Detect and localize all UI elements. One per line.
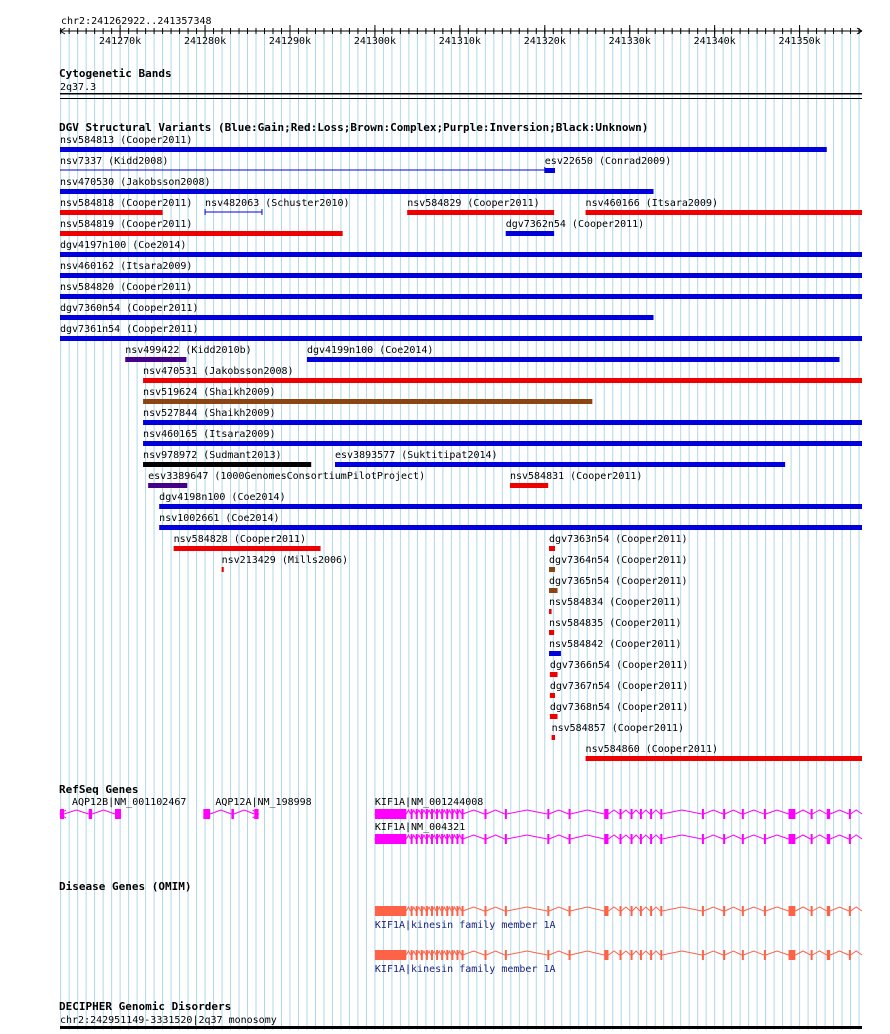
gene-exon[interactable]: [484, 950, 486, 960]
gene-exon[interactable]: [411, 950, 413, 960]
dgv-variant-label[interactable]: nsv584831 (Cooper2011): [509, 471, 643, 482]
gene-exon[interactable]: [446, 809, 448, 819]
dgv-variant-label[interactable]: nsv460165 (Itsara2009): [143, 429, 276, 440]
dgv-variant-label[interactable]: nsv499422 (Kidd2010b): [125, 345, 252, 356]
gene-exon[interactable]: [203, 809, 210, 819]
ruler-tick-label: 241320k: [523, 36, 566, 47]
gene-label[interactable]: KIF1A|NM_001244008: [374, 797, 484, 808]
dgv-variant-label[interactable]: nsv978972 (Sudmant2013): [143, 450, 282, 461]
gene-exon[interactable]: [742, 906, 744, 916]
gene-exon[interactable]: [416, 906, 418, 916]
gene-exon[interactable]: [723, 809, 725, 819]
gene-exon[interactable]: [849, 834, 851, 844]
gene-exon[interactable]: [827, 950, 830, 960]
dgv-variant-bar[interactable]: [60, 336, 862, 341]
gene-exon[interactable]: [484, 809, 486, 819]
gene-exon[interactable]: [640, 906, 642, 916]
gene-exon[interactable]: [620, 906, 622, 916]
gene-exon[interactable]: [89, 809, 92, 819]
gene-exon[interactable]: [505, 834, 507, 844]
decipher-track-title[interactable]: DECIPHER Genomic Disorders: [59, 1000, 232, 1013]
gene-exon[interactable]: [569, 809, 571, 819]
dgv-variant-bar[interactable]: [549, 546, 555, 551]
dgv-variant-label[interactable]: nsv527844 (Shaikh2009): [143, 408, 276, 419]
dgv-variant-label[interactable]: nsv519624 (Shaikh2009): [143, 387, 276, 398]
gene-exon[interactable]: [416, 834, 418, 844]
gene-exon[interactable]: [411, 906, 413, 916]
dgv-variant-label[interactable]: nsv584842 (Cooper2011): [549, 639, 682, 650]
gene-exon[interactable]: [604, 906, 608, 916]
ruler-tick-label: 241330k: [608, 36, 651, 47]
gene-exon[interactable]: [431, 950, 433, 960]
dgv-variant-bar[interactable]: [545, 168, 555, 173]
gene-exon[interactable]: [604, 834, 608, 844]
dgv-variant-label[interactable]: nsv213429 (Mills2006): [221, 555, 349, 566]
dgv-variants: [60, 135, 862, 761]
gene-exon[interactable]: [484, 834, 486, 844]
dgv-variant-bar[interactable]: [60, 189, 654, 194]
gene-exon[interactable]: [451, 809, 453, 819]
gene-exon[interactable]: [421, 906, 423, 916]
dgv-variant-label[interactable]: dgv7360n54 (Cooper2011): [60, 303, 199, 314]
dgv-variant-label[interactable]: dgv4199n100 (Coe2014): [306, 345, 434, 356]
dgv-variant-bar[interactable]: [143, 420, 862, 425]
dgv-variant-bar[interactable]: [125, 357, 186, 362]
gene-exon[interactable]: [650, 809, 652, 819]
dgv-variant-label[interactable]: esv3893577 (Suktitipat2014): [335, 450, 498, 461]
dgv-variant-bar[interactable]: [549, 567, 555, 572]
gene-exon[interactable]: [764, 950, 766, 960]
gene-exon[interactable]: [231, 809, 234, 819]
gene-exon[interactable]: [811, 834, 813, 844]
dgv-variant-label[interactable]: nsv584860 (Cooper2011): [585, 744, 719, 755]
position-ruler[interactable]: [60, 25, 862, 47]
gene-exon[interactable]: [849, 950, 851, 960]
gene-exon[interactable]: [411, 834, 413, 844]
dgv-variant-bar[interactable]: [60, 315, 654, 320]
dgv-variant-bar[interactable]: [143, 462, 311, 467]
gene-exon[interactable]: [547, 834, 549, 844]
dgv-variant-bar[interactable]: [60, 252, 862, 257]
gene-exon[interactable]: [604, 809, 608, 819]
gene-exon[interactable]: [742, 834, 744, 844]
dgv-variant-label[interactable]: dgv7367n54 (Cooper2011): [549, 681, 689, 692]
dgv-variant-label[interactable]: nsv460166 (Itsara2009): [585, 198, 719, 209]
ruler-tick-label: 241280k: [183, 36, 227, 47]
gene-exon[interactable]: [375, 950, 406, 960]
gene-exon[interactable]: [421, 834, 423, 844]
gene-exon[interactable]: [811, 950, 813, 960]
gene-label[interactable]: KIF1A|kinesin family member 1A: [374, 920, 556, 931]
gene-exon[interactable]: [764, 809, 766, 819]
gene-exon[interactable]: [702, 809, 704, 819]
gene-exon[interactable]: [811, 906, 813, 916]
gene-label[interactable]: AQP12B|NM_001102467: [72, 797, 187, 808]
cytoband-label: 2q37.3: [60, 82, 97, 93]
gene-exon[interactable]: [416, 809, 418, 819]
dgv-variant-bar[interactable]: [174, 546, 321, 551]
gene-exon[interactable]: [451, 950, 453, 960]
gene-exon[interactable]: [723, 906, 725, 916]
gene-exon[interactable]: [569, 950, 571, 960]
gene-exon[interactable]: [426, 950, 428, 960]
gene-exon[interactable]: [660, 950, 662, 960]
gene-exon[interactable]: [462, 809, 464, 819]
gene-exon[interactable]: [441, 950, 443, 960]
dgv-variant-label[interactable]: nsv584834 (Cooper2011): [549, 597, 682, 608]
gene-label[interactable]: KIF1A|NM_004321: [374, 822, 466, 833]
gene-exon[interactable]: [431, 906, 433, 916]
dgv-variant-label[interactable]: nsv584828 (Cooper2011): [173, 534, 307, 545]
gene-exon[interactable]: [702, 950, 704, 960]
locus-label: chr2:241262922..241357348: [61, 16, 212, 27]
gene-exon[interactable]: [115, 809, 121, 819]
dgv-variant-bar[interactable]: [60, 294, 862, 299]
decipher-entry-label[interactable]: chr2:242951149-3331520|2q37 monosomy: [60, 1015, 277, 1026]
gene-exon[interactable]: [789, 834, 796, 844]
cytoband-bar-outline: [60, 98, 862, 99]
gene-exon[interactable]: [446, 906, 448, 916]
gene-exon[interactable]: [660, 809, 662, 819]
dgv-variant-label[interactable]: nsv1002661 (Coe2014): [159, 513, 280, 524]
gene-exon[interactable]: [436, 906, 438, 916]
gene-exon[interactable]: [604, 950, 608, 960]
gene-exon[interactable]: [569, 834, 571, 844]
gene-exon[interactable]: [650, 834, 652, 844]
dgv-variant-bar[interactable]: [60, 210, 163, 215]
dgv-track-title[interactable]: DGV Structural Variants (Blue:Gain;Red:Loss;Brown:Complex;Purple:Inversion;Black:Unknown): [59, 121, 649, 134]
dgv-variant-label[interactable]: nsv482063 (Schuster2010): [205, 198, 350, 209]
gene-exon[interactable]: [505, 950, 507, 960]
dgv-variant-label[interactable]: dgv7361n54 (Cooper2011): [60, 324, 199, 335]
ruler-tick-label: 241340k: [693, 36, 736, 47]
dgv-variant-label[interactable]: nsv470531 (Jakobsson2008): [143, 366, 294, 377]
dgv-variant-bar[interactable]: [60, 273, 862, 278]
dgv-variant-bar[interactable]: [143, 378, 862, 383]
cytogenetic-track-title[interactable]: Cytogenetic Bands: [59, 67, 172, 80]
gene-exon[interactable]: [660, 834, 662, 844]
gene-exon[interactable]: [723, 950, 725, 960]
dgv-variant-bar[interactable]: [148, 483, 187, 488]
dgv-variant-bar[interactable]: [552, 735, 555, 740]
gene-exon[interactable]: [446, 834, 448, 844]
gene-exon[interactable]: [640, 950, 642, 960]
gene-exon[interactable]: [789, 906, 796, 916]
gene-exon[interactable]: [640, 834, 642, 844]
gene-exon[interactable]: [441, 906, 443, 916]
dgv-variant-label[interactable]: nsv470530 (Jakobsson2008): [60, 177, 211, 188]
dgv-variant-bar[interactable]: [549, 588, 557, 593]
dgv-variant-bar[interactable]: [222, 567, 224, 572]
ruler-tick-label: 241290k: [268, 36, 312, 47]
dgv-variant-label[interactable]: nsv584813 (Cooper2011): [60, 135, 193, 146]
gene-exon[interactable]: [742, 950, 744, 960]
ruler-tick-label: 241270k: [99, 36, 142, 47]
dgv-variant-label[interactable]: nsv584818 (Cooper2011): [60, 198, 193, 209]
dgv-variant-label[interactable]: dgv4197n100 (Coe2014): [60, 240, 187, 251]
gene-exon[interactable]: [411, 809, 413, 819]
gene-exon[interactable]: [484, 906, 486, 916]
gene-exon[interactable]: [456, 834, 458, 844]
dgv-variant-bar[interactable]: [550, 693, 555, 698]
dgv-variant-bar[interactable]: [143, 441, 862, 446]
gene-exon[interactable]: [421, 950, 423, 960]
dgv-variant-label[interactable]: dgv7368n54 (Cooper2011): [549, 702, 689, 713]
dgv-variant-label[interactable]: dgv7364n54 (Cooper2011): [549, 555, 688, 566]
ruler-tick-label: 241300k: [353, 36, 396, 47]
gene-exon[interactable]: [620, 834, 622, 844]
dgv-variant-bar[interactable]: [60, 231, 343, 236]
gene-exon[interactable]: [436, 950, 438, 960]
gene-exon[interactable]: [462, 950, 464, 960]
gene-exon[interactable]: [660, 906, 662, 916]
gene-label[interactable]: AQP12A|NM_198998: [215, 797, 312, 808]
dgv-variant-label[interactable]: dgv7363n54 (Cooper2011): [549, 534, 688, 545]
dgv-variant-bar[interactable]: [549, 609, 552, 614]
gene-exon[interactable]: [650, 950, 652, 960]
gene-exon[interactable]: [723, 834, 725, 844]
gene-exon[interactable]: [849, 809, 851, 819]
ruler-tick-label: 241350k: [778, 36, 821, 47]
dgv-variant-label[interactable]: dgv7365n54 (Cooper2011): [549, 576, 688, 587]
omim-genes: [375, 906, 862, 975]
gene-exon[interactable]: [849, 906, 851, 916]
gene-exon[interactable]: [426, 809, 428, 819]
gene-exon[interactable]: [631, 809, 633, 819]
dgv-variant-bar[interactable]: [407, 210, 554, 215]
gene-exon[interactable]: [640, 809, 642, 819]
dgv-variant-bar[interactable]: [586, 210, 862, 215]
gene-exon[interactable]: [451, 834, 453, 844]
dgv-variant-bar[interactable]: [143, 399, 592, 404]
omim-track-title[interactable]: Disease Genes (OMIM): [59, 880, 192, 893]
gene-exon[interactable]: [742, 809, 744, 819]
gene-exon[interactable]: [569, 906, 571, 916]
dgv-variant-label[interactable]: nsv584835 (Cooper2011): [549, 618, 682, 629]
refseq-track-title[interactable]: RefSeq Genes: [59, 783, 139, 796]
gene-exon[interactable]: [827, 906, 830, 916]
dgv-variant-bar[interactable]: [506, 231, 554, 236]
dgv-variant-bar[interactable]: [159, 525, 862, 530]
dgv-variant-label[interactable]: nsv460162 (Itsara2009): [60, 261, 193, 272]
dgv-variant-bar[interactable]: [550, 714, 558, 719]
gene-exon[interactable]: [631, 950, 633, 960]
gene-exon[interactable]: [631, 834, 633, 844]
ruler-tick-label: 241310k: [438, 36, 481, 47]
gene-exon[interactable]: [416, 950, 418, 960]
gene-exon[interactable]: [462, 906, 464, 916]
dgv-variant-bar[interactable]: [335, 462, 785, 467]
gene-exon[interactable]: [547, 906, 549, 916]
gene-exon[interactable]: [375, 906, 406, 916]
gene-exon[interactable]: [827, 834, 830, 844]
gene-exon[interactable]: [462, 834, 464, 844]
gene-exon[interactable]: [811, 809, 813, 819]
gene-exon[interactable]: [441, 809, 443, 819]
dgv-variant-label[interactable]: esv22650 (Conrad2009): [544, 156, 672, 167]
gene-exon[interactable]: [436, 834, 438, 844]
dgv-variant-bar[interactable]: [549, 630, 554, 635]
gene-exon[interactable]: [505, 809, 507, 819]
gene-exon[interactable]: [431, 809, 433, 819]
gene-exon[interactable]: [421, 809, 423, 819]
gene-exon[interactable]: [426, 906, 428, 916]
gene-exon[interactable]: [446, 950, 448, 960]
dgv-variant-label[interactable]: esv3389647 (1000GenomesConsortiumPilotProject): [148, 471, 426, 482]
dgv-variant-bar[interactable]: [586, 756, 862, 761]
gene-exon[interactable]: [441, 834, 443, 844]
dgv-variant-label[interactable]: nsv7337 (Kidd2008): [60, 156, 169, 167]
dgv-variant-bar[interactable]: [159, 504, 862, 509]
gene-exon[interactable]: [789, 950, 796, 960]
gene-label[interactable]: KIF1A|kinesin family member 1A: [374, 964, 556, 975]
gene-exon[interactable]: [764, 906, 766, 916]
dgv-variant-label[interactable]: dgv7366n54 (Cooper2011): [549, 660, 689, 671]
dgv-variant-label[interactable]: nsv584857 (Cooper2011): [551, 723, 685, 734]
gene-exon[interactable]: [631, 906, 633, 916]
dgv-variant-bar[interactable]: [60, 147, 827, 152]
gene-exon[interactable]: [456, 809, 458, 819]
gene-exon[interactable]: [702, 906, 704, 916]
dgv-variant-bar[interactable]: [549, 651, 561, 656]
gene-exon[interactable]: [456, 906, 458, 916]
dgv-variant-bar[interactable]: [510, 483, 548, 488]
gene-exon[interactable]: [827, 809, 830, 819]
gene-exon[interactable]: [702, 834, 704, 844]
gene-exon[interactable]: [620, 950, 622, 960]
dgv-variant-label[interactable]: dgv7362n54 (Cooper2011): [505, 219, 645, 230]
gene-exon[interactable]: [764, 834, 766, 844]
gene-exon[interactable]: [451, 906, 453, 916]
gene-exon[interactable]: [431, 834, 433, 844]
gene-exon[interactable]: [650, 906, 652, 916]
decipher-entry-bar[interactable]: [60, 1026, 862, 1029]
gene-exon[interactable]: [426, 834, 428, 844]
cytoband-bar: [60, 93, 862, 95]
gene-exon[interactable]: [505, 906, 507, 916]
gene-exon[interactable]: [456, 950, 458, 960]
gene-exon[interactable]: [436, 809, 438, 819]
gene-exon[interactable]: [620, 809, 622, 819]
dgv-variant-bar[interactable]: [550, 672, 558, 677]
dgv-variant-label[interactable]: nsv584819 (Cooper2011): [60, 219, 193, 230]
dgv-variant-bar[interactable]: [307, 357, 840, 362]
dgv-variant-label[interactable]: nsv584820 (Cooper2011): [60, 282, 193, 293]
gene-exon[interactable]: [547, 809, 549, 819]
dgv-variant-label[interactable]: nsv584829 (Cooper2011): [407, 198, 540, 209]
gene-exon[interactable]: [547, 950, 549, 960]
dgv-variant-label[interactable]: dgv4198n100 (Coe2014): [159, 492, 286, 503]
gene-exon[interactable]: [789, 809, 796, 819]
refseq-genes: [60, 797, 862, 844]
